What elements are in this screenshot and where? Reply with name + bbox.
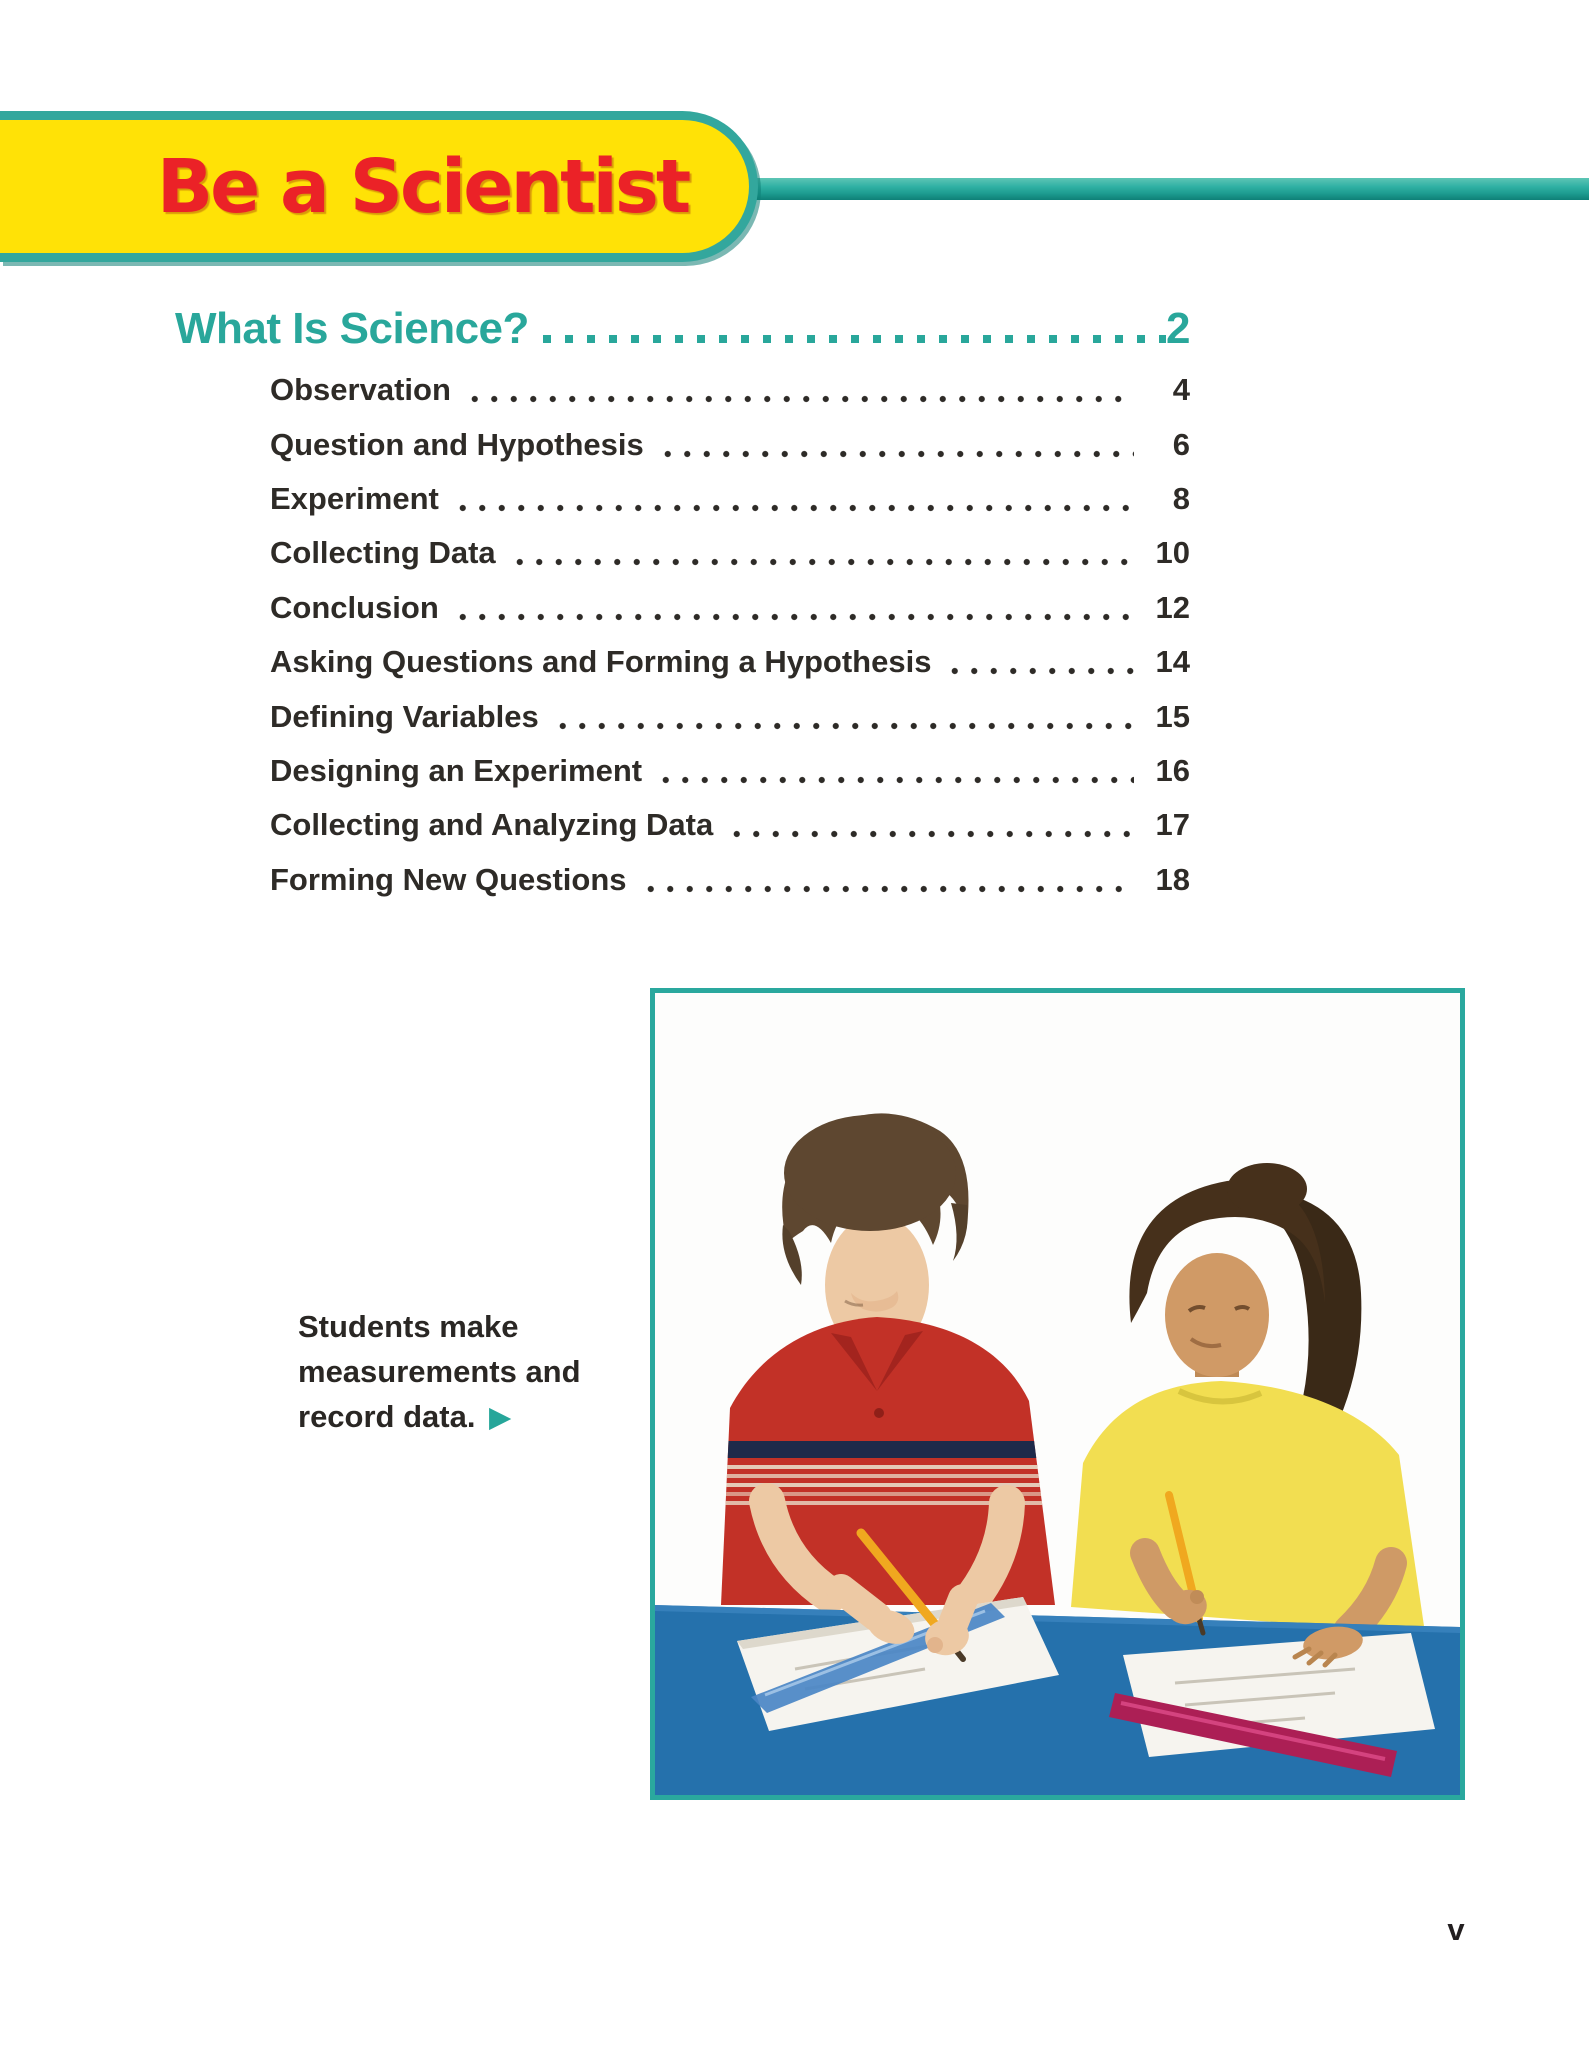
dotted-leader [463, 363, 1134, 417]
toc-row [270, 472, 1190, 526]
dotted-leader [508, 526, 1134, 580]
dotted-leader [725, 798, 1134, 852]
toc-row [270, 744, 1190, 798]
toc-row [270, 581, 1190, 635]
toc-item-label: Question and Hypothesis [270, 426, 644, 462]
toc-item-label: Collecting Data [270, 535, 496, 571]
toc-heading-page-number: 2 [1166, 304, 1190, 353]
toc-page-number: 15 [1155, 698, 1190, 734]
table-of-contents [175, 303, 1190, 907]
dotted-leader [943, 635, 1134, 689]
dotted-leader [451, 581, 1134, 635]
caption-line-1: Students make [298, 1309, 519, 1344]
chapter-banner [0, 111, 758, 262]
toc-row [270, 526, 1190, 580]
toc-heading-row [175, 303, 1190, 355]
caption-line-3: record data. [298, 1399, 476, 1434]
toc-page-number: 4 [1172, 372, 1190, 408]
toc-item-label: Experiment [270, 480, 439, 516]
toc-heading-label: What Is Science? [175, 304, 529, 353]
dotted-leader [551, 689, 1134, 743]
toc-row [270, 635, 1190, 689]
toc-page-number: 16 [1155, 752, 1190, 788]
toc-item-label: Collecting and Analyzing Data [270, 807, 714, 843]
toc-page-number: 17 [1155, 807, 1190, 843]
photo-caption [298, 1304, 658, 1441]
toc-row [270, 689, 1190, 743]
toc-row [270, 853, 1190, 907]
toc-item-label: Designing an Experiment [270, 752, 643, 788]
dotted-leader [654, 744, 1134, 798]
page-number: v [1447, 1912, 1465, 1947]
photo-illustration [655, 993, 1460, 1795]
toc-item-list [270, 363, 1190, 907]
toc-item-label: Defining Variables [270, 698, 539, 734]
dotted-leader [451, 472, 1134, 526]
arrow-right-icon: ▶ [489, 1402, 511, 1432]
toc-item-label: Conclusion [270, 589, 439, 625]
chapter-banner-title: Be a Scientist [156, 143, 689, 230]
photo-frame [650, 988, 1465, 1800]
toc-page-number: 6 [1172, 426, 1190, 462]
toc-item-label: Asking Questions and Forming a Hypothesis [270, 644, 932, 680]
dotted-leader [639, 853, 1134, 907]
toc-page-number: 18 [1155, 861, 1190, 897]
toc-page-number: 10 [1155, 535, 1190, 571]
toc-item-label: Observation [270, 372, 451, 408]
toc-item-label: Forming New Questions [270, 861, 627, 897]
toc-row [270, 363, 1190, 417]
toc-page-number: 12 [1155, 589, 1190, 625]
caption-line-2: measurements and [298, 1354, 581, 1389]
toc-page-number: 14 [1155, 644, 1190, 680]
toc-row [270, 417, 1190, 471]
dotted-leader [656, 417, 1134, 471]
dotted-leader [543, 303, 1166, 355]
toc-row [270, 798, 1190, 852]
toc-page-number: 8 [1172, 480, 1190, 516]
